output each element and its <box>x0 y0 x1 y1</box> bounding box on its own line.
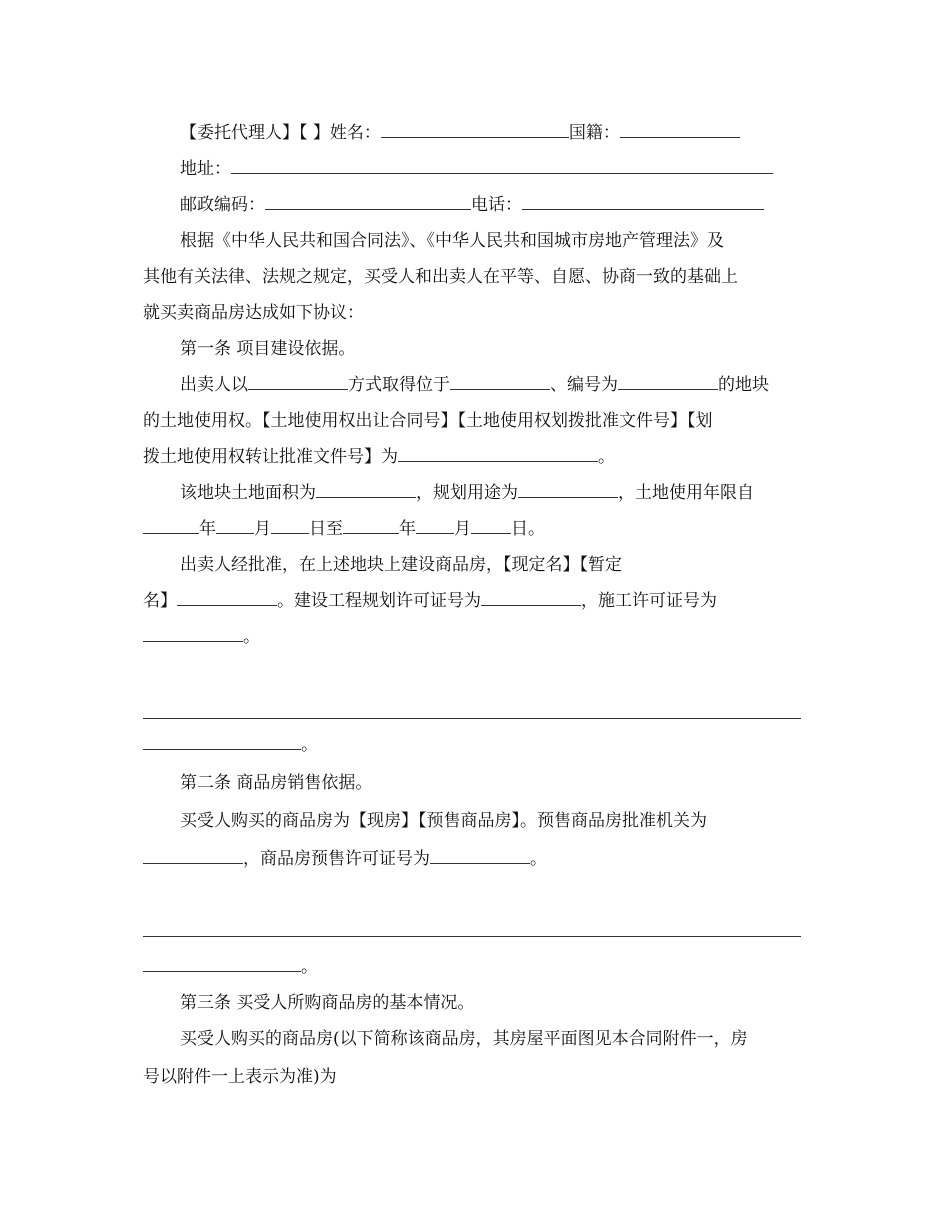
label-month: 月 <box>254 519 271 539</box>
text-number-is: 、编号为 <box>550 375 618 395</box>
planning-permit-blank[interactable] <box>481 590 581 606</box>
label-year: 年 <box>199 519 216 539</box>
article-3-title: 第三条 买受人所购商品房的基本情况。 <box>180 993 475 1013</box>
period: 。 <box>243 627 260 647</box>
agent-address-label: 地址： <box>180 159 231 179</box>
construction-permit-blank[interactable] <box>143 626 243 642</box>
preamble-line-2: 其他有关法律、法规之规定，买受人和出卖人在平等、自愿、协商一致的基础上 <box>143 267 738 287</box>
article-3-para-1: 买受人购买的商品房(以下简称该商品房，其房屋平面图见本合同附件一，房 <box>180 1029 748 1049</box>
period: 。 <box>598 447 615 467</box>
text-land-area: 该地块土地面积为 <box>180 483 316 503</box>
land-area-blank[interactable] <box>316 482 416 498</box>
article-1-para-2: 的土地使用权。【土地使用权出让合同号】【土地使用权划拨批准文件号】【划 <box>143 411 713 431</box>
continuation-blank-2[interactable] <box>143 956 301 972</box>
text-plot: 的地块 <box>718 375 769 395</box>
agent-nationality-label: 国籍： <box>568 123 620 143</box>
end-month-blank[interactable] <box>416 518 454 534</box>
location-blank[interactable] <box>450 374 550 390</box>
presale-permit-blank[interactable] <box>430 848 530 864</box>
article-1-para-r2 <box>143 590 717 612</box>
period: 。 <box>530 849 547 869</box>
text-construction-permit: ，施工许可证号为 <box>581 591 717 611</box>
article-1-title: 第一条 项目建设依据。 <box>180 339 356 359</box>
agent-contact-row <box>180 194 764 216</box>
article-1-para-r3 <box>143 626 260 648</box>
land-doc-number-blank[interactable] <box>398 446 598 462</box>
acquisition-method-blank[interactable] <box>248 374 348 390</box>
end-year-blank[interactable] <box>343 518 399 534</box>
agent-phone-blank[interactable] <box>522 194 764 210</box>
agent-name-row <box>180 122 740 144</box>
label-day-to: 日至 <box>309 519 343 539</box>
label-year-end: 年 <box>399 519 416 539</box>
text-planned-use: ，规划用途为 <box>416 483 518 503</box>
plot-number-blank[interactable] <box>618 374 718 390</box>
article-2-para-1: 买受人购买的商品房为【现房】【预售商品房】。预售商品房批准机关为 <box>180 811 707 831</box>
project-name-blank[interactable] <box>177 590 277 606</box>
period: 。 <box>301 735 318 755</box>
start-day-blank[interactable] <box>271 518 309 534</box>
agent-postcode-blank[interactable] <box>265 194 471 210</box>
agent-address-row <box>180 158 773 180</box>
agent-postcode-label: 邮政编码： <box>180 195 265 215</box>
end-day-blank[interactable] <box>471 518 511 534</box>
article-3-para-2: 号以附件一上表示为准)为 <box>143 1067 337 1087</box>
text-name: 名】 <box>143 591 177 611</box>
label-month-end: 月 <box>454 519 471 539</box>
article-2-title: 第二条 商品房销售依据。 <box>180 773 373 793</box>
text-method-location: 方式取得位于 <box>348 375 450 395</box>
start-month-blank[interactable] <box>216 518 254 534</box>
agent-name-blank[interactable] <box>381 122 569 138</box>
text-transfer-doc: 拨土地使用权转让批准文件号】为 <box>143 447 398 467</box>
full-width-blank-2[interactable] <box>143 936 801 937</box>
article-1-para-1 <box>180 374 769 396</box>
article-1-area-row <box>180 482 754 504</box>
presale-authority-blank[interactable] <box>143 848 243 864</box>
article-1-para-r1: 出卖人经批准，在上述地块上建设商品房，【现定名】【暂定 <box>180 555 622 575</box>
text-planning-permit: 。建设工程规划许可证号为 <box>277 591 481 611</box>
agent-address-blank[interactable] <box>231 158 773 174</box>
text-term-from: ，土地使用年限自 <box>618 483 754 503</box>
article-1-term-row <box>143 518 545 540</box>
text-presale-permit: ，商品房预售许可证号为 <box>243 849 430 869</box>
article-1-para-3 <box>143 446 615 468</box>
planned-use-blank[interactable] <box>518 482 618 498</box>
full-width-blank-1[interactable] <box>143 718 801 719</box>
continuation-blank-1[interactable] <box>143 734 301 750</box>
agent-nationality-blank[interactable] <box>620 122 740 138</box>
agent-phone-label: 电话： <box>471 195 522 215</box>
blank-line-end-2 <box>143 956 318 978</box>
agent-prefix: 【委托代理人】【 】姓名： <box>180 123 381 143</box>
label-day-end: 日。 <box>511 519 545 539</box>
article-2-para-2 <box>143 848 547 870</box>
preamble-line-1: 根据《中华人民共和国合同法》、《中华人民共和国城市房地产管理法》及 <box>180 231 724 251</box>
preamble-line-3: 就买卖商品房达成如下协议： <box>143 303 364 323</box>
period: 。 <box>301 957 318 977</box>
start-year-blank[interactable] <box>143 518 199 534</box>
blank-line-end-1 <box>143 734 318 756</box>
text-seller-by: 出卖人以 <box>180 375 248 395</box>
